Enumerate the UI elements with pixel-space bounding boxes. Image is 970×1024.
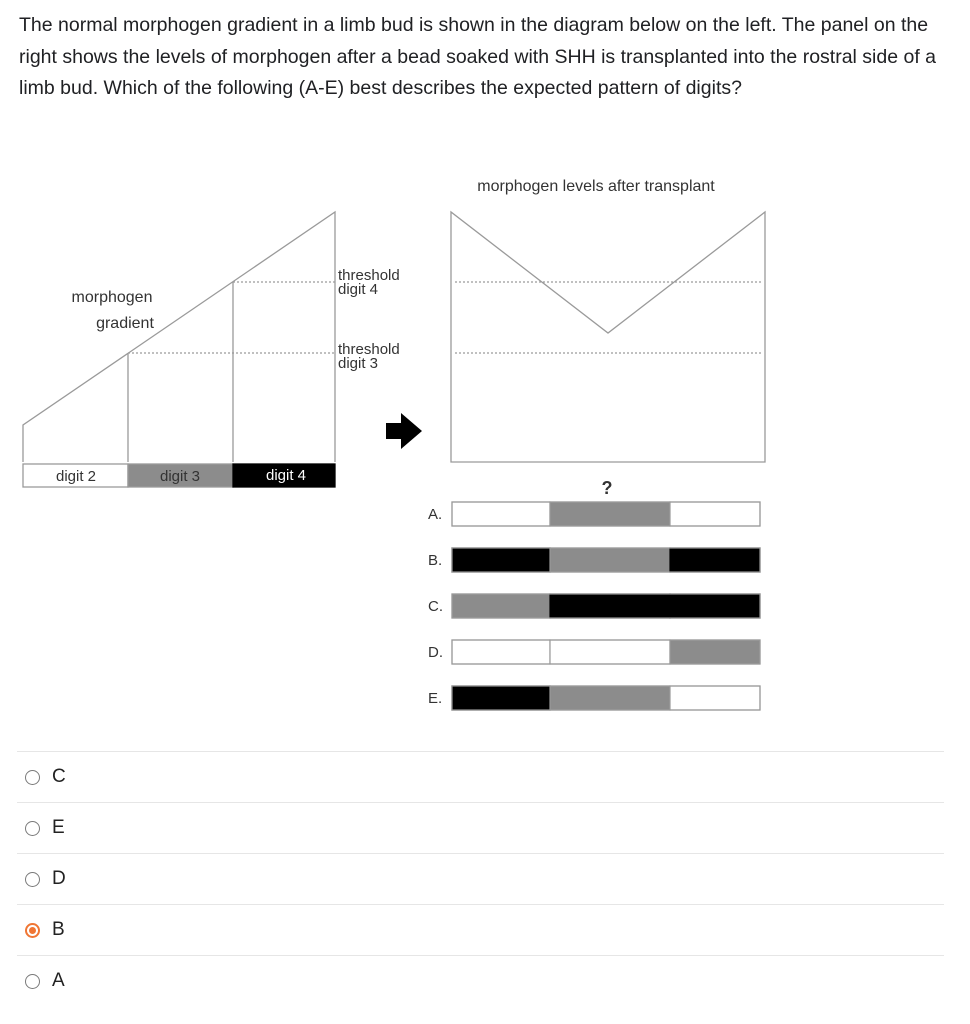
transplant-panel — [451, 212, 765, 462]
choice-bar-segment — [550, 640, 670, 664]
choice-bar-segment — [550, 594, 670, 618]
transplant-outline — [451, 212, 765, 462]
transplant-panel-title: morphogen levels after transplant — [477, 178, 715, 195]
choice-letter: E. — [428, 690, 443, 707]
option-a[interactable] — [17, 955, 944, 1006]
choice-bar-segment — [550, 548, 670, 572]
answer-options — [17, 751, 944, 1006]
question-text: The normal morphogen gradient in a limb bud is shown in the diagram below on the left. The panel on the right shows the levels of morphogen after a bead soaked with SHH is transplanted into the rostral side of a limb bud. Which of the following (A-E) best describes the expected pattern of digits? — [19, 14, 937, 99]
radio-d[interactable] — [25, 872, 40, 887]
choice-bar-segment — [670, 640, 760, 664]
choice-bar-segment — [452, 548, 550, 572]
option-d[interactable] — [17, 853, 944, 904]
threshold3-label-line1: threshold — [338, 341, 400, 358]
threshold4-label-line1: threshold — [338, 267, 400, 284]
limb-bud-diagram — [0, 160, 970, 720]
choice-letter: C. — [428, 598, 443, 615]
choice-bar-segment — [670, 548, 760, 572]
normal-gradient-panel — [23, 212, 335, 462]
choice-bar-segment — [452, 640, 550, 664]
radio-e[interactable] — [25, 821, 40, 836]
digit2-label: digit 2 — [55, 468, 97, 485]
threshold4-label-line2: digit 4 — [338, 281, 379, 298]
choice-bars — [428, 502, 760, 710]
digit4-label: digit 4 — [265, 467, 307, 484]
option-label: E — [52, 817, 65, 838]
option-label: D — [52, 868, 66, 889]
gradient-outline — [23, 212, 335, 462]
option-b[interactable] — [17, 904, 944, 955]
choice-bar-segment — [452, 686, 550, 710]
choice-bar-segment — [670, 502, 760, 526]
option-c[interactable] — [17, 751, 944, 802]
choice-bar-segment — [550, 686, 670, 710]
right-arrow-icon — [386, 413, 422, 449]
radio-c[interactable] — [25, 770, 40, 785]
radio-a[interactable] — [25, 974, 40, 989]
option-e[interactable] — [17, 802, 944, 853]
choice-bar-segment — [550, 502, 670, 526]
choice-letter: A. — [428, 506, 443, 523]
gradient-label-line2: gradient — [96, 315, 154, 332]
choice-bar-segment — [670, 594, 760, 618]
choice-bar-segment — [670, 686, 760, 710]
question-mark: ? — [601, 478, 613, 498]
option-label: C — [52, 766, 66, 787]
gradient-label-line1: morphogen — [71, 289, 153, 306]
option-label: A — [52, 970, 65, 991]
choice-bar-segment — [452, 502, 550, 526]
digit3-label: digit 3 — [159, 468, 201, 485]
threshold3-label-line2: digit 3 — [338, 355, 379, 372]
radio-b[interactable] — [25, 923, 40, 938]
choice-letter: D. — [428, 644, 443, 661]
limb-bud-figure — [0, 160, 970, 720]
digit-bar — [23, 464, 335, 487]
option-label: B — [52, 919, 65, 940]
choice-letter: B. — [428, 552, 443, 569]
choice-bar-segment — [452, 594, 550, 618]
